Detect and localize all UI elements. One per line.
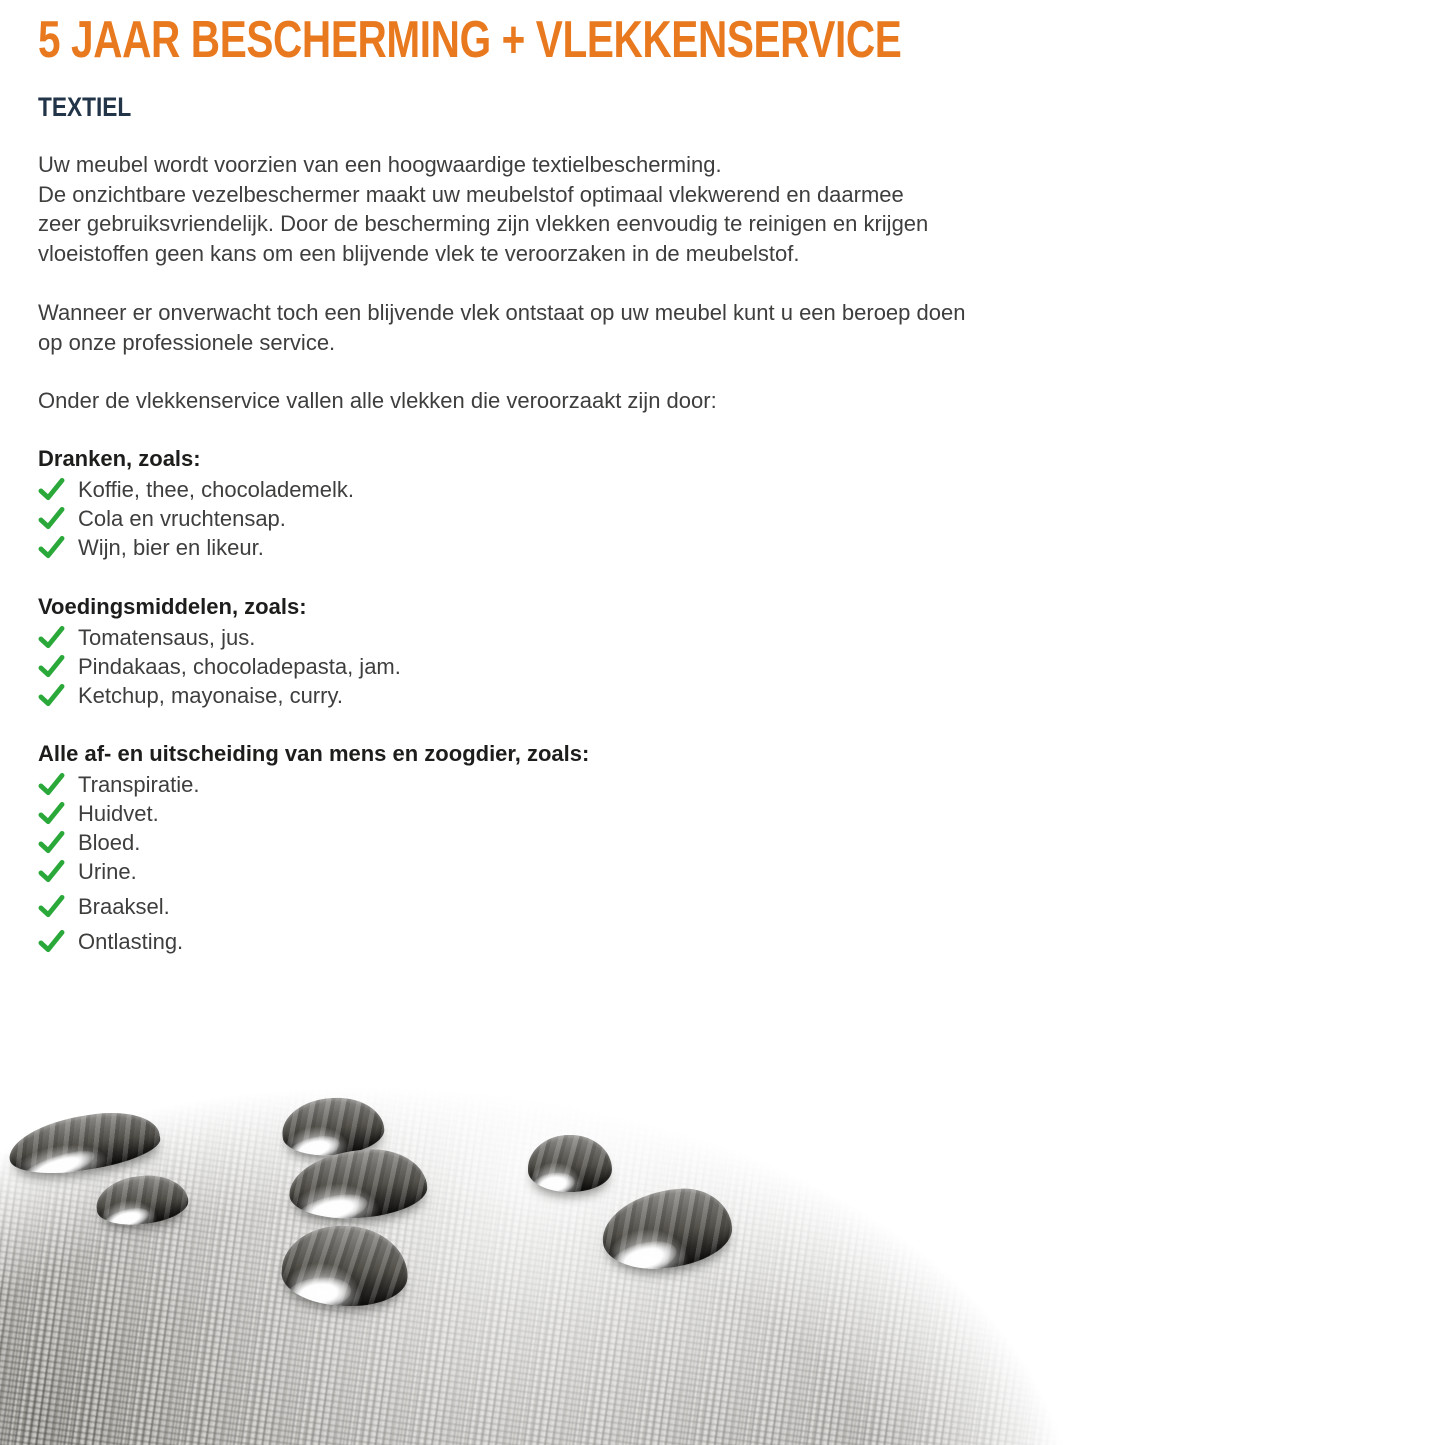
list-heading: Alle af- en uitscheiding van mens en zoogdier, zoals: [38, 741, 590, 766]
check-icon [38, 683, 68, 709]
list-item [38, 652, 401, 681]
list-item [38, 623, 401, 652]
list-item-label: Pindakaas, chocoladepasta, jam. [78, 653, 401, 679]
list-item-label: Wijn, bier en likeur. [78, 534, 264, 560]
list-voedingsmiddelen [38, 592, 401, 710]
check-icon [38, 830, 68, 856]
list-heading: Voedingsmiddelen, zoals: [38, 594, 307, 619]
check-icon [38, 801, 68, 827]
check-icon [38, 894, 68, 920]
check-icon [38, 506, 68, 532]
list-uitscheiding [38, 739, 589, 956]
text-line: op onze professionele service. [38, 329, 336, 355]
list-item [38, 681, 401, 710]
intro-paragraph [38, 150, 1385, 268]
list-item [38, 799, 589, 828]
list-item-label: Transpiratie. [78, 771, 200, 797]
check-icon [38, 654, 68, 680]
list-item [38, 857, 589, 886]
list-item [38, 892, 589, 921]
page-title: 5 JAAR BESCHERMING + VLEKKENSERVICE [38, 11, 902, 69]
check-icon [38, 929, 68, 955]
list-item-label: Koffie, thee, chocolademelk. [78, 476, 354, 502]
check-icon [38, 859, 68, 885]
text-line: zeer gebruiksvriendelijk. Door de bescherming zijn vlekken eenvoudig te reinigen en krijgen [38, 211, 929, 236]
list-item [38, 475, 354, 504]
fabric-droplets-photo [0, 1020, 1445, 1445]
list-item-label: Tomatensaus, jus. [78, 624, 256, 650]
list-item-label: Urine. [78, 858, 137, 884]
list-intro-paragraph [38, 386, 1385, 416]
list-item [38, 504, 354, 533]
text-line: Onder de vlekkenservice vallen alle vlekken die veroorzaakt zijn door: [38, 388, 717, 413]
list-item-label: Cola en vruchtensap. [78, 505, 286, 531]
list-item-label: Ontlasting. [78, 928, 184, 954]
list-item [38, 533, 354, 562]
text-line: Wanneer er onverwacht toch een blijvende vlek ontstaat op uw meubel kunt u een beroep doen [38, 300, 966, 325]
list-item [38, 770, 589, 799]
check-icon [38, 535, 68, 561]
check-icon [38, 772, 68, 798]
list-item-label: Bloed. [78, 829, 141, 855]
text-line: Uw meubel wordt voorzien van een hoogwaardige textielbescherming. [38, 152, 722, 177]
text-line: De onzichtbare vezelbeschermer maakt uw meubelstof optimaal vlekwerend en daarmee [38, 181, 904, 207]
list-item-label: Ketchup, mayonaise, curry. [78, 682, 343, 708]
list-dranken [38, 444, 354, 562]
list-item [38, 927, 589, 956]
check-icon [38, 625, 68, 651]
text-line: vloeistoffen geen kans om een blijvende vlek te veroorzaken in de meubelstof. [38, 240, 800, 266]
list-item-label: Braaksel. [78, 893, 170, 919]
section-label: TEXTIEL [38, 92, 132, 122]
list-item-label: Huidvet. [78, 800, 159, 826]
list-heading: Dranken, zoals: [38, 446, 201, 471]
fabric-texture [0, 1046, 1080, 1445]
check-icon [38, 477, 68, 503]
list-item [38, 828, 589, 857]
service-paragraph [38, 298, 1385, 357]
